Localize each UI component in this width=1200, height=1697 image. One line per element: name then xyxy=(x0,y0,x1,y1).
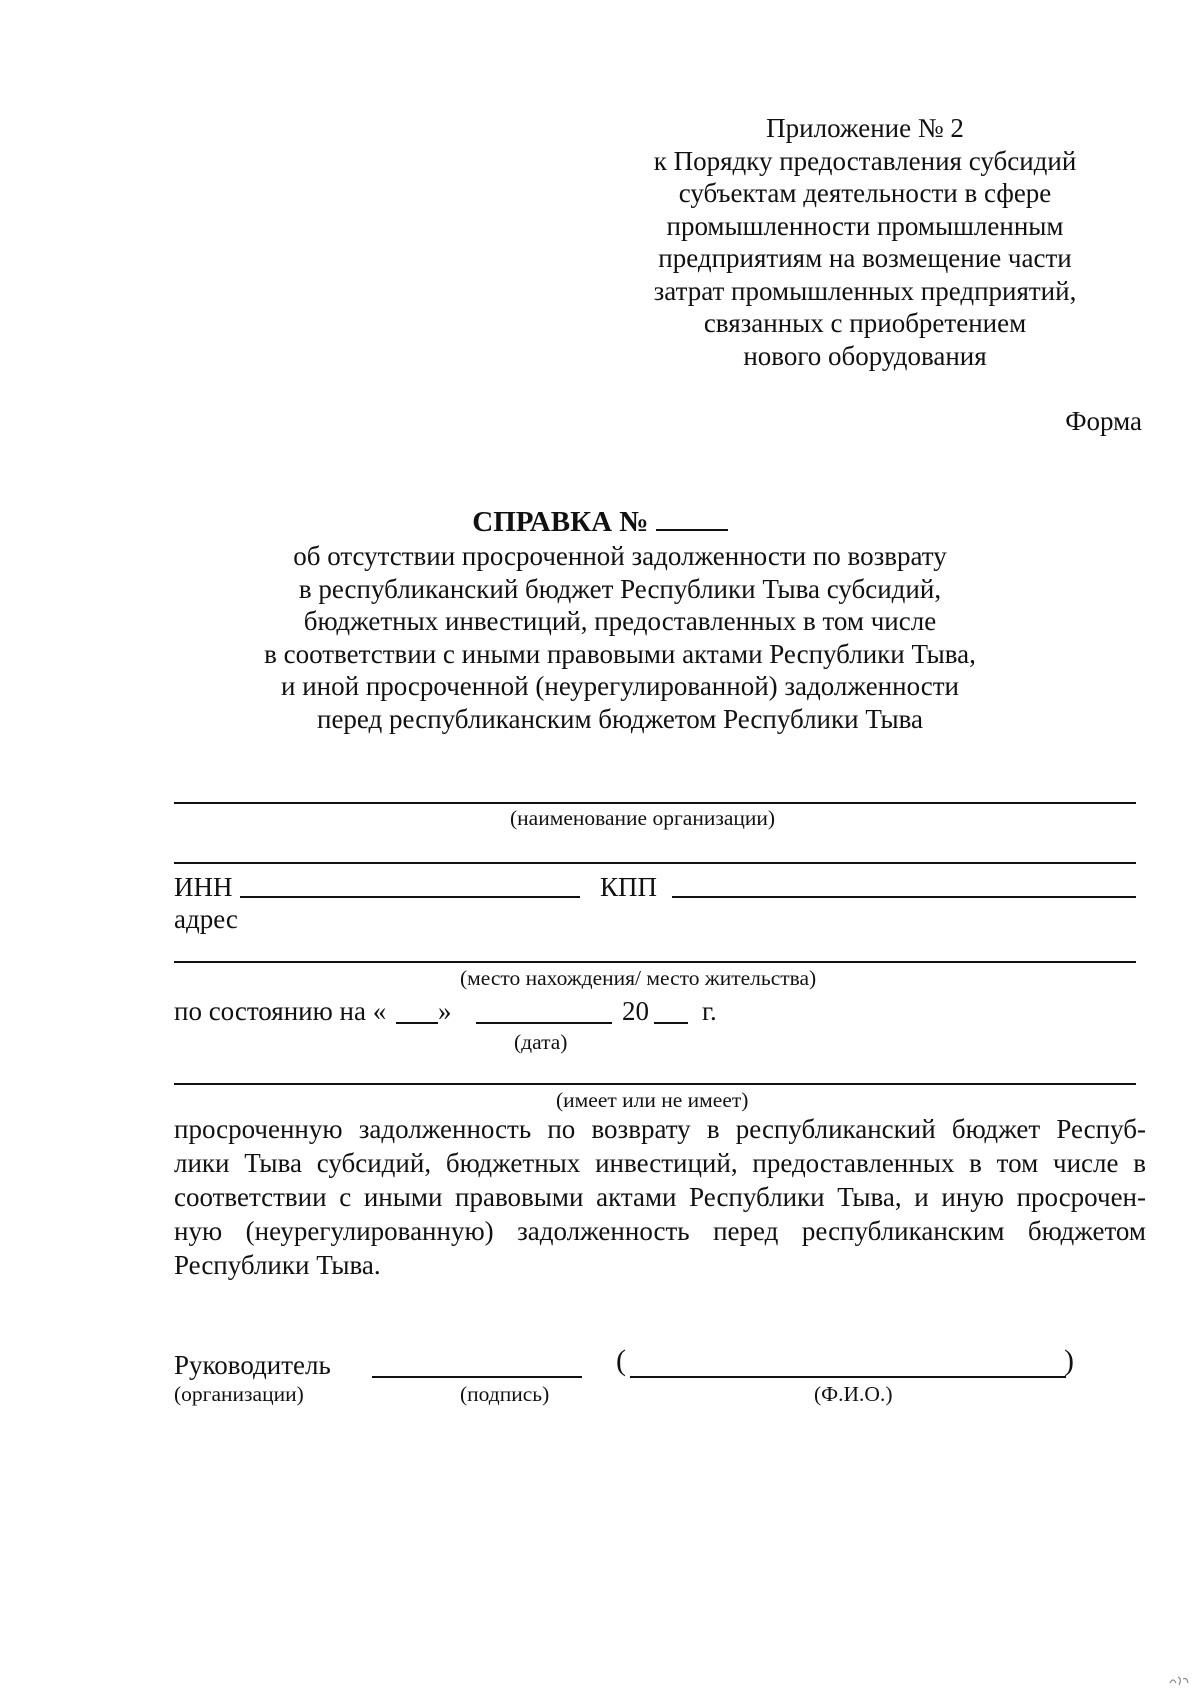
body-line: Республики Тыва. xyxy=(174,1250,381,1280)
head-label: Руководитель xyxy=(174,1350,331,1380)
inn-label: ИНН xyxy=(174,872,233,902)
org-name-field-line-2[interactable] xyxy=(174,862,1136,864)
appendix-line: предприятиям на возмещение части xyxy=(658,243,1072,273)
appendix-block xyxy=(620,112,1110,372)
body-line: соответствии с иными правовыми актами Республики Тыва, и иную просрочен- xyxy=(174,1182,1146,1212)
appendix-line: к Порядку предоставления субсидий xyxy=(653,145,1077,176)
body-paragraph xyxy=(174,1112,1146,1282)
month-field[interactable] xyxy=(476,1022,612,1024)
date-close-quote: » xyxy=(438,996,452,1026)
year-field[interactable] xyxy=(654,1022,688,1024)
address-caption: (место нахождения/ место жительства) xyxy=(460,966,817,990)
body-line: просроченную задолженность по возврату в республиканский бюджет Респуб- xyxy=(174,1114,1146,1144)
fio-open-paren: ( xyxy=(616,1344,626,1377)
fio-field[interactable] xyxy=(630,1376,1066,1378)
form-label: Форма xyxy=(1065,406,1142,436)
fio-close-paren: ) xyxy=(1064,1344,1074,1377)
year-suffix: г. xyxy=(702,996,717,1026)
address-field[interactable] xyxy=(174,961,1136,963)
subtitle-line: и иной просроченной (неурегулированной) задолженности xyxy=(281,671,959,701)
fio-caption: (Ф.И.О.) xyxy=(814,1382,893,1406)
has-debt-caption: (имеет или не имеет) xyxy=(556,1088,749,1112)
body-line: лики Тыва субсидий, бюджетных инвестиций, предоставленных в том числе в xyxy=(174,1148,1146,1178)
subtitle-line: перед республиканским бюджетом Республики Тыва xyxy=(317,703,923,734)
body-line: ную (неурегулированную) задолженность перед республиканским бюджетом xyxy=(174,1216,1146,1246)
appendix-line: связанных с приобретением xyxy=(703,308,1027,338)
address-label: адрес xyxy=(174,904,238,934)
day-field[interactable] xyxy=(396,1022,438,1024)
certificate-number-field[interactable] xyxy=(656,505,728,531)
date-caption: (дата) xyxy=(514,1030,568,1054)
inn-field[interactable] xyxy=(240,896,580,898)
kpp-label: КПП xyxy=(600,872,658,902)
org-name-field[interactable] xyxy=(174,802,1136,804)
appendix-line: субъектам деятельности в сфере xyxy=(678,178,1052,208)
title-heading: СПРАВКА № xyxy=(472,506,649,538)
kpp-field[interactable] xyxy=(672,896,1136,898)
subtitle-line: в республиканский бюджет Республики Тыва субсидий, xyxy=(298,573,942,604)
date-prefix: по состоянию на « xyxy=(174,996,387,1026)
scan-mark-icon xyxy=(1168,1673,1190,1687)
signature-field[interactable] xyxy=(372,1376,582,1378)
appendix-line: нового оборудования xyxy=(743,340,987,371)
signature-caption: (подпись) xyxy=(460,1382,550,1406)
has-debt-field[interactable] xyxy=(174,1083,1136,1085)
appendix-line: Приложение № 2 xyxy=(766,113,964,143)
year-prefix: 20 xyxy=(622,996,649,1026)
org-caption: (организации) xyxy=(174,1382,304,1406)
appendix-line: промышленности промышленным xyxy=(666,210,1064,241)
subtitle-line: об отсутствии просроченной задолженности по возврату xyxy=(293,541,947,571)
subtitle-line: в соответствии с иными правовыми актами Республики Тыва, xyxy=(264,638,976,669)
org-name-caption: (наименование организации) xyxy=(510,806,776,830)
document-title xyxy=(200,505,1000,539)
document-subtitle xyxy=(170,540,1070,735)
appendix-line: затрат промышленных предприятий, xyxy=(653,275,1077,306)
subtitle-line: бюджетных инвестиций, предоставленных в том числе xyxy=(303,606,937,636)
